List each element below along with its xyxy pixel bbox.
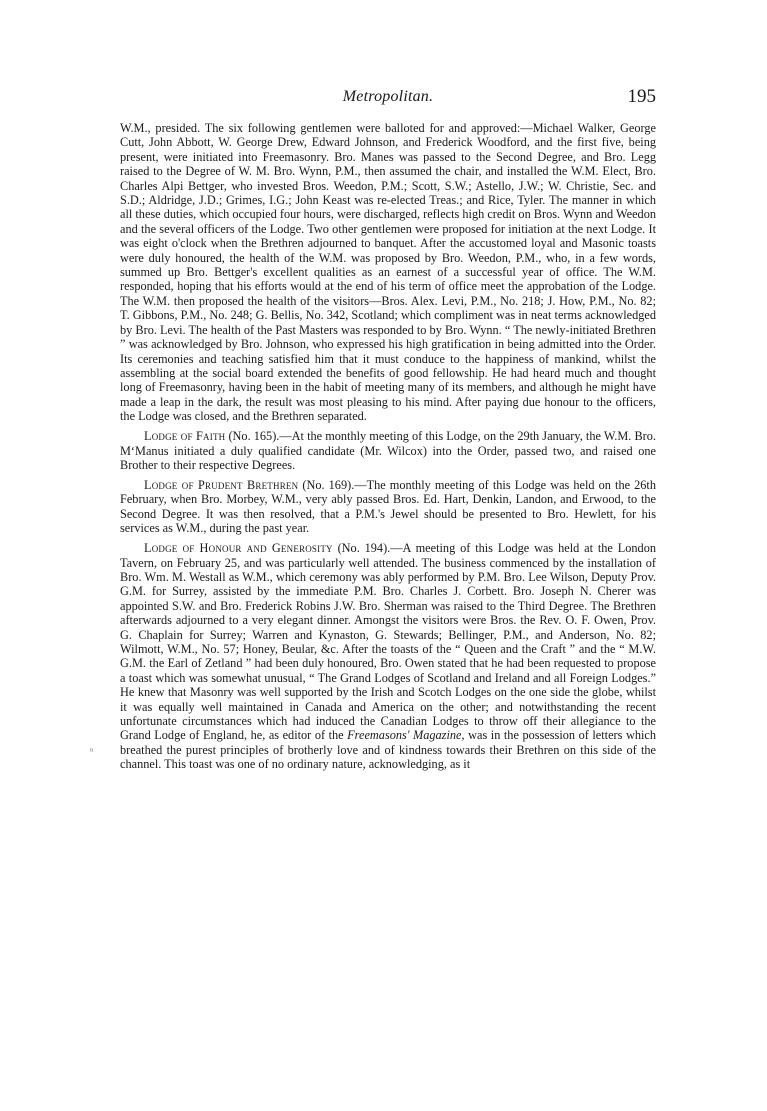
margin-mark: ⁿ xyxy=(90,746,94,757)
paragraph-lodge-of-honour-and-generosity xyxy=(120,541,656,772)
paragraph-continuation xyxy=(120,121,656,424)
lodge-name: Lodge of Honour and Generosity xyxy=(144,541,333,556)
paragraph-text: W.M., presided. The six following gentlemen were balloted for and approved:—Michael Walker, George Cutt, John Abbott, W. George Drew, Edward Johnson, and Frederick Woodford, and the first five, being present, were initiated into Freemasonry. Bro. Manes was passed to the Second Degree, and Bro. Legg raised to the Degree of W. M. Bro. Wynn, P.M., then assumed the chair, and installed the W.M. Elect, Bro. Charles Alpi Bettger, who invested Bros. Weedon, P.M.; Scott, S.W.; Astello, J.W.; W. Christie, Sec. and S.D.; Aldridge, J.D.; Grimes, I.G.; John Keast was re-elected Treas.; and Rice, Tyler. The manner in which all these duties, which occupied four hours, were discharged, reflects high credit on Bros. Wynn and Weedon and the several officers of the Lodge. Two other gentlemen were proposed for initiation at the next Lodge. It was eight o'clock when the Brethren adjourned to banquet. After the accustomed loyal and Masonic toasts were duly honoured, the health of the W.M. was proposed by Bro. Weedon, P.M., who, in a few words, summed up Bro. Bettger's excellent qualities as an earnest of a successful year of office. The W.M. responded, hoping that his efforts would at the end of his term of office meet the approbation of the Lodge. The W.M. then proposed the health of the visitors—Bros. Alex. Levi, P.M., No. 218; J. How, P.M., No. 82; T. Gibbons, P.M., No. 248; G. Bellis, No. 342, Scotland; which compliment was in neat terms acknowledged by Bro. Levi. The health of the Past Masters was responded to by Bro. Wynn. “ The newly-initiated Brethren ” was acknowledged by Bro. Johnson, who expressed his high gratification in being admitted into the Order. Its ceremonies and teaching satisfied him that it must conduce to the happiness of mankind, whilst the assembling at the social board extended the benefits of good fellowship. He had heard much and thought long of Freemasonry, having been in the habit of meeting many of its members, and although he might have made a leap in the dark, the result was most pleasing to his mind. After paying due honour to the officers, the Lodge was closed, and the Brethren separated. xyxy=(120,121,656,424)
page-number: 195 xyxy=(627,86,656,107)
paragraph-lodge-of-prudent-brethren xyxy=(120,478,656,536)
paragraph-text: (No. 165).—At the monthly meeting of this Lodge, on the 29th January, the W.M. Bro. M‘Manus initiated a duly qualified candidate (Mr. Wilcox) into the Order, passed two, and raised one Brother to their respective Degrees. xyxy=(120,429,656,472)
page-header xyxy=(120,88,656,114)
paragraph-lodge-of-faith xyxy=(120,429,656,472)
paragraph-text-tail: was in the possession of letters which breathed the purest principles of brotherly love and of kindness towards their Brethren on this side of the channel. This toast was one of no ordinary nature, acknowledging, as it xyxy=(120,728,657,772)
body-text xyxy=(120,121,656,777)
lodge-name: Lodge of Prudent Brethren xyxy=(144,477,299,492)
magazine-title: Freemasons' Magazine, xyxy=(347,728,465,743)
lodge-name: Lodge of Faith xyxy=(144,429,226,444)
paragraph-text: (No. 169).—The monthly meeting of this Lodge was held on the 26th February, when Bro. Morbey, W.M., very ably passed Bros. Ed. Hart, Denkin, Landon, and Erwood, to the Second Degree. It was then resolved, that a P.M.'s Jewel should be presented to Bro. Hewlett, for his services as W.M., during the past year. xyxy=(120,477,656,536)
running-title: Metropolitan. xyxy=(342,88,434,105)
paragraph-text: (No. 194).—A meeting of this Lodge was held at the London Tavern, on February 25, and was particularly well attended. The business commenced by the installation of Bro. Wm. M. Westall as W.M., which ceremony was ably performed by P.M. Bro. Lee Wilson, Deputy Prov. G.M. for Surrey, assisted by the immediate P.M. Bro. Charles J. Corbett. Bro. Joseph N. Cherer was appointed S.W. and Bro. Frederick Robins J.W. Bro. Sherman was raised to the Third Degree. The Brethren afterwards adjourned to a very elegant dinner. Amongst the visitors were Bros. the Rev. O. F. Owen, Prov. G. Chaplain for Surrey; Warren and Kynaston, G. Stewards; Bellinger, P.M., and Anderson, No. 82; Wilmott, W.M., No. 57; Honey, Beular, &c. After the toasts of the “ Queen and the Craft ” and the “ M.W. G.M. the Earl of Zetland ” had been duly honoured, Bro. Owen stated that he had been requested to propose a toast which was somewhat unusual, “ The Grand Lodges of Scotland and Ireland and all Foreign Lodges.” He knew that Masonry was well supported by the Irish and Scotch Lodges on the one side the globe, whilst it was equally well maintained in Canada and America on the other; and notwithstanding the recent unfortunate circumstances which had induced the Canadian Lodges to throw off their allegiance to the Grand Lodge of England, he, as editor of the xyxy=(120,541,656,743)
